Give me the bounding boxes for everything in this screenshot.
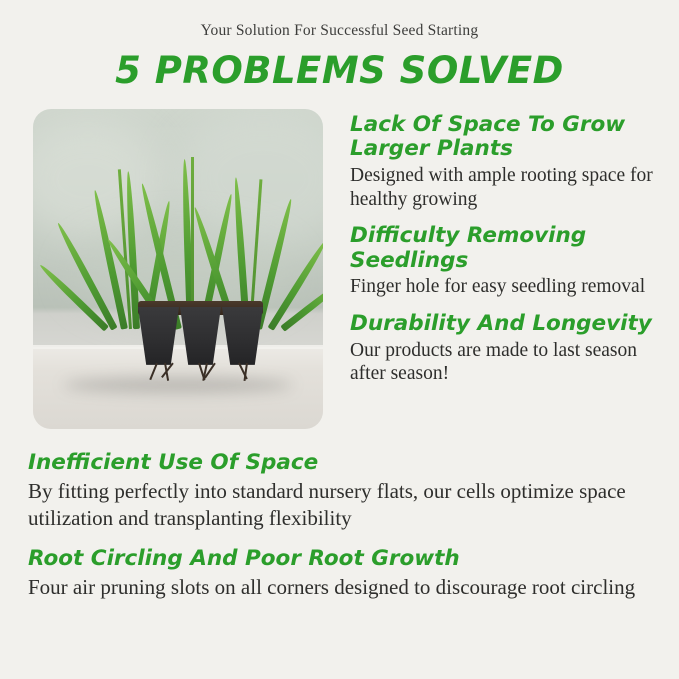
right-problem-list [323,109,653,386]
tray-cell [180,307,221,365]
problem-item [28,547,641,601]
top-section [0,91,679,429]
eyebrow-text: Your Solution For Successful Seed Starting [200,22,479,39]
problem-item [28,451,641,531]
page-title: 5 PROBLEMS SOLVED [115,49,564,92]
problem-title: Inefficient Use Of Space [28,449,319,475]
problem-body: Four air pruning slots on all corners designed to discourage root circling [28,575,636,600]
problem-body: By fitting perfectly into standard nursery flats, our cells optimize space utilization and transplanting flexibility [28,479,626,530]
problem-item [350,113,653,212]
tray-cell [222,307,263,365]
problem-title: Root Circling And Poor Root Growth [28,545,460,571]
plug-tray [138,307,263,379]
seedling-tray-photo [33,109,323,429]
tray-cell [138,307,179,365]
problem-item [350,312,653,386]
problem-item [350,224,653,299]
problem-title: Lack Of Space To Grow Larger Plants [350,111,626,162]
problem-title: Difficulty Removing Seedlings [350,223,587,273]
problem-body: Finger hole for easy seedling removal [350,276,646,298]
problem-body: Designed with ample rooting space for healthy growing [350,164,653,210]
exposed-roots [142,363,260,385]
bottom-problem-list [0,429,679,601]
problem-body: Our products are made to last season after season! [350,339,637,385]
problem-title: Durability And Longevity [350,311,652,337]
